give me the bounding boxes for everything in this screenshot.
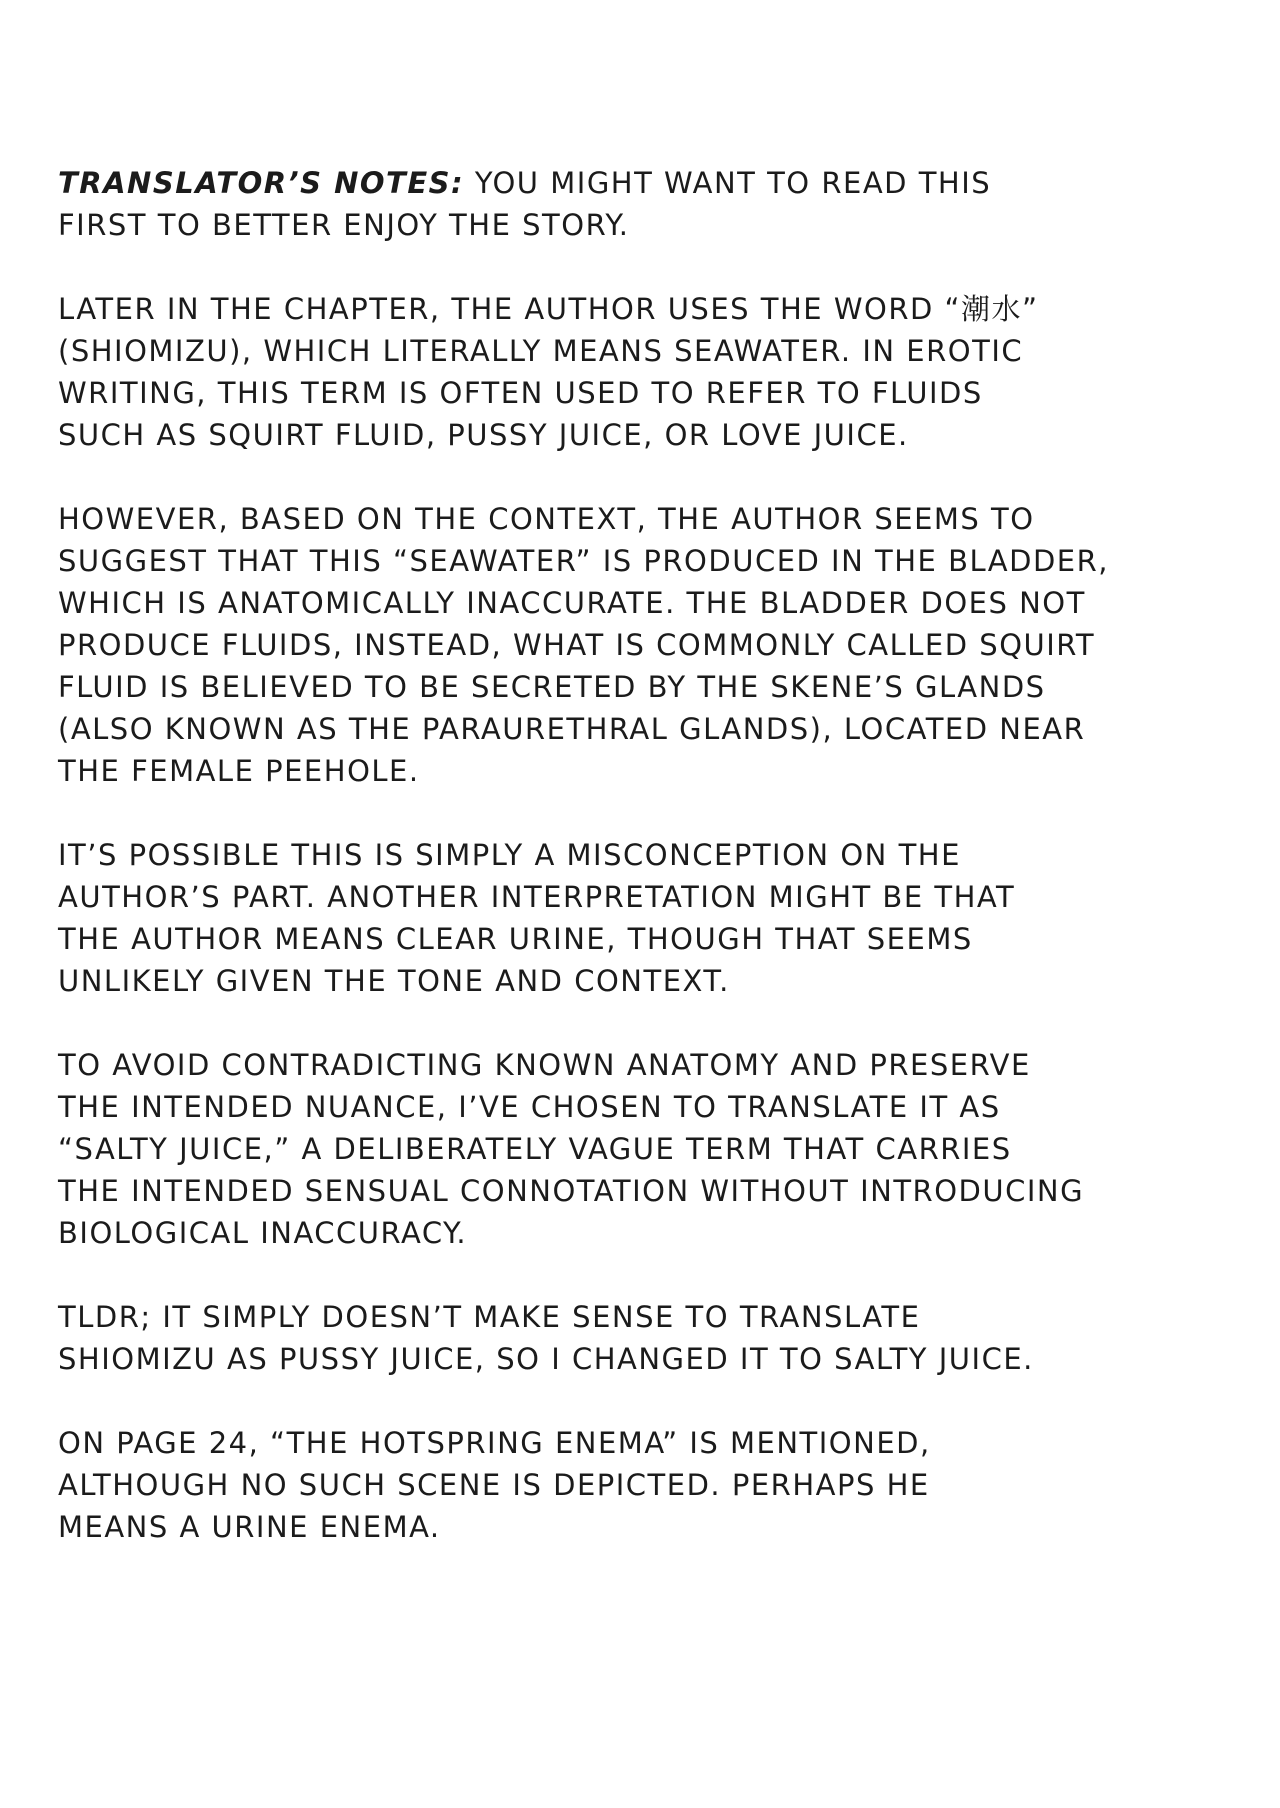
text-line: PRODUCE FLUIDS, INSTEAD, WHAT IS COMMONLY CALLED SQUIRT <box>58 628 1096 662</box>
text-line: WHICH IS ANATOMICALLY INACCURATE. THE BLADDER DOES NOT <box>58 586 1086 620</box>
text-line: AUTHOR’S PART. ANOTHER INTERPRETATION MIGHT BE THAT <box>58 880 1016 914</box>
text-line: THE FEMALE PEEHOLE. <box>58 754 420 788</box>
paragraph-shiomizu <box>58 288 1208 456</box>
text-line: WRITING, THIS TERM IS OFTEN USED TO REFER TO FLUIDS <box>58 376 983 410</box>
text-line: SHIOMIZU AS PUSSY JUICE, SO I CHANGED IT TO SALTY JUICE. <box>58 1342 1034 1376</box>
notes-body <box>58 162 1208 1590</box>
text-line: IT’S POSSIBLE THIS IS SIMPLY A MISCONCEPTION ON THE <box>58 838 961 872</box>
text-line: TLDR; IT SIMPLY DOESN’T MAKE SENSE TO TRANSLATE <box>58 1300 921 1334</box>
text-line: (ALSO KNOWN AS THE PARAURETHRAL GLANDS), LOCATED NEAR <box>58 712 1086 746</box>
intro-text: YOU MIGHT WANT TO READ THIS <box>474 166 992 200</box>
text-line: SUGGEST THAT THIS “SEAWATER” IS PRODUCED IN THE BLADDER, <box>58 544 1109 578</box>
text-line: ALTHOUGH NO SUCH SCENE IS DEPICTED. PERHAPS HE <box>58 1468 930 1502</box>
notes-heading: TRANSLATOR’S NOTES: <box>58 166 465 200</box>
paragraph-translation-choice <box>58 1044 1208 1254</box>
text-line: UNLIKELY GIVEN THE TONE AND CONTEXT. <box>58 964 730 998</box>
text-line: THE AUTHOR MEANS CLEAR URINE, THOUGH THAT SEEMS <box>58 922 973 956</box>
paragraph-intro <box>58 162 1208 246</box>
paragraph-context <box>58 498 1208 792</box>
text-line: THE INTENDED NUANCE, I’VE CHOSEN TO TRANSLATE IT AS <box>58 1090 1001 1124</box>
text-line: HOWEVER, BASED ON THE CONTEXT, THE AUTHOR SEEMS TO <box>58 502 1035 536</box>
text-line: LATER IN THE CHAPTER, THE AUTHOR USES THE WORD “潮水” <box>58 292 1039 326</box>
paragraph-tldr <box>58 1296 1208 1380</box>
intro-line-1 <box>58 162 1208 204</box>
text-line: (SHIOMIZU), WHICH LITERALLY MEANS SEAWATER. IN EROTIC <box>58 334 1024 368</box>
text-line: FIRST TO BETTER ENJOY THE STORY. <box>58 208 630 242</box>
text-line: SUCH AS SQUIRT FLUID, PUSSY JUICE, OR LOVE JUICE. <box>58 418 909 452</box>
text-line: MEANS A URINE ENEMA. <box>58 1510 441 1544</box>
paragraph-page-24 <box>58 1422 1208 1548</box>
text-line: “SALTY JUICE,” A DELIBERATELY VAGUE TERM THAT CARRIES <box>58 1132 1012 1166</box>
paragraph-misconception <box>58 834 1208 1002</box>
text-line: THE INTENDED SENSUAL CONNOTATION WITHOUT INTRODUCING <box>58 1174 1085 1208</box>
text-line: ON PAGE 24, “THE HOTSPRING ENEMA” IS MENTIONED, <box>58 1426 931 1460</box>
text-line: BIOLOGICAL INACCURACY. <box>58 1216 468 1250</box>
text-line: FLUID IS BELIEVED TO BE SECRETED BY THE SKENE’S GLANDS <box>58 670 1046 704</box>
text-line: TO AVOID CONTRADICTING KNOWN ANATOMY AND PRESERVE <box>58 1048 1031 1082</box>
